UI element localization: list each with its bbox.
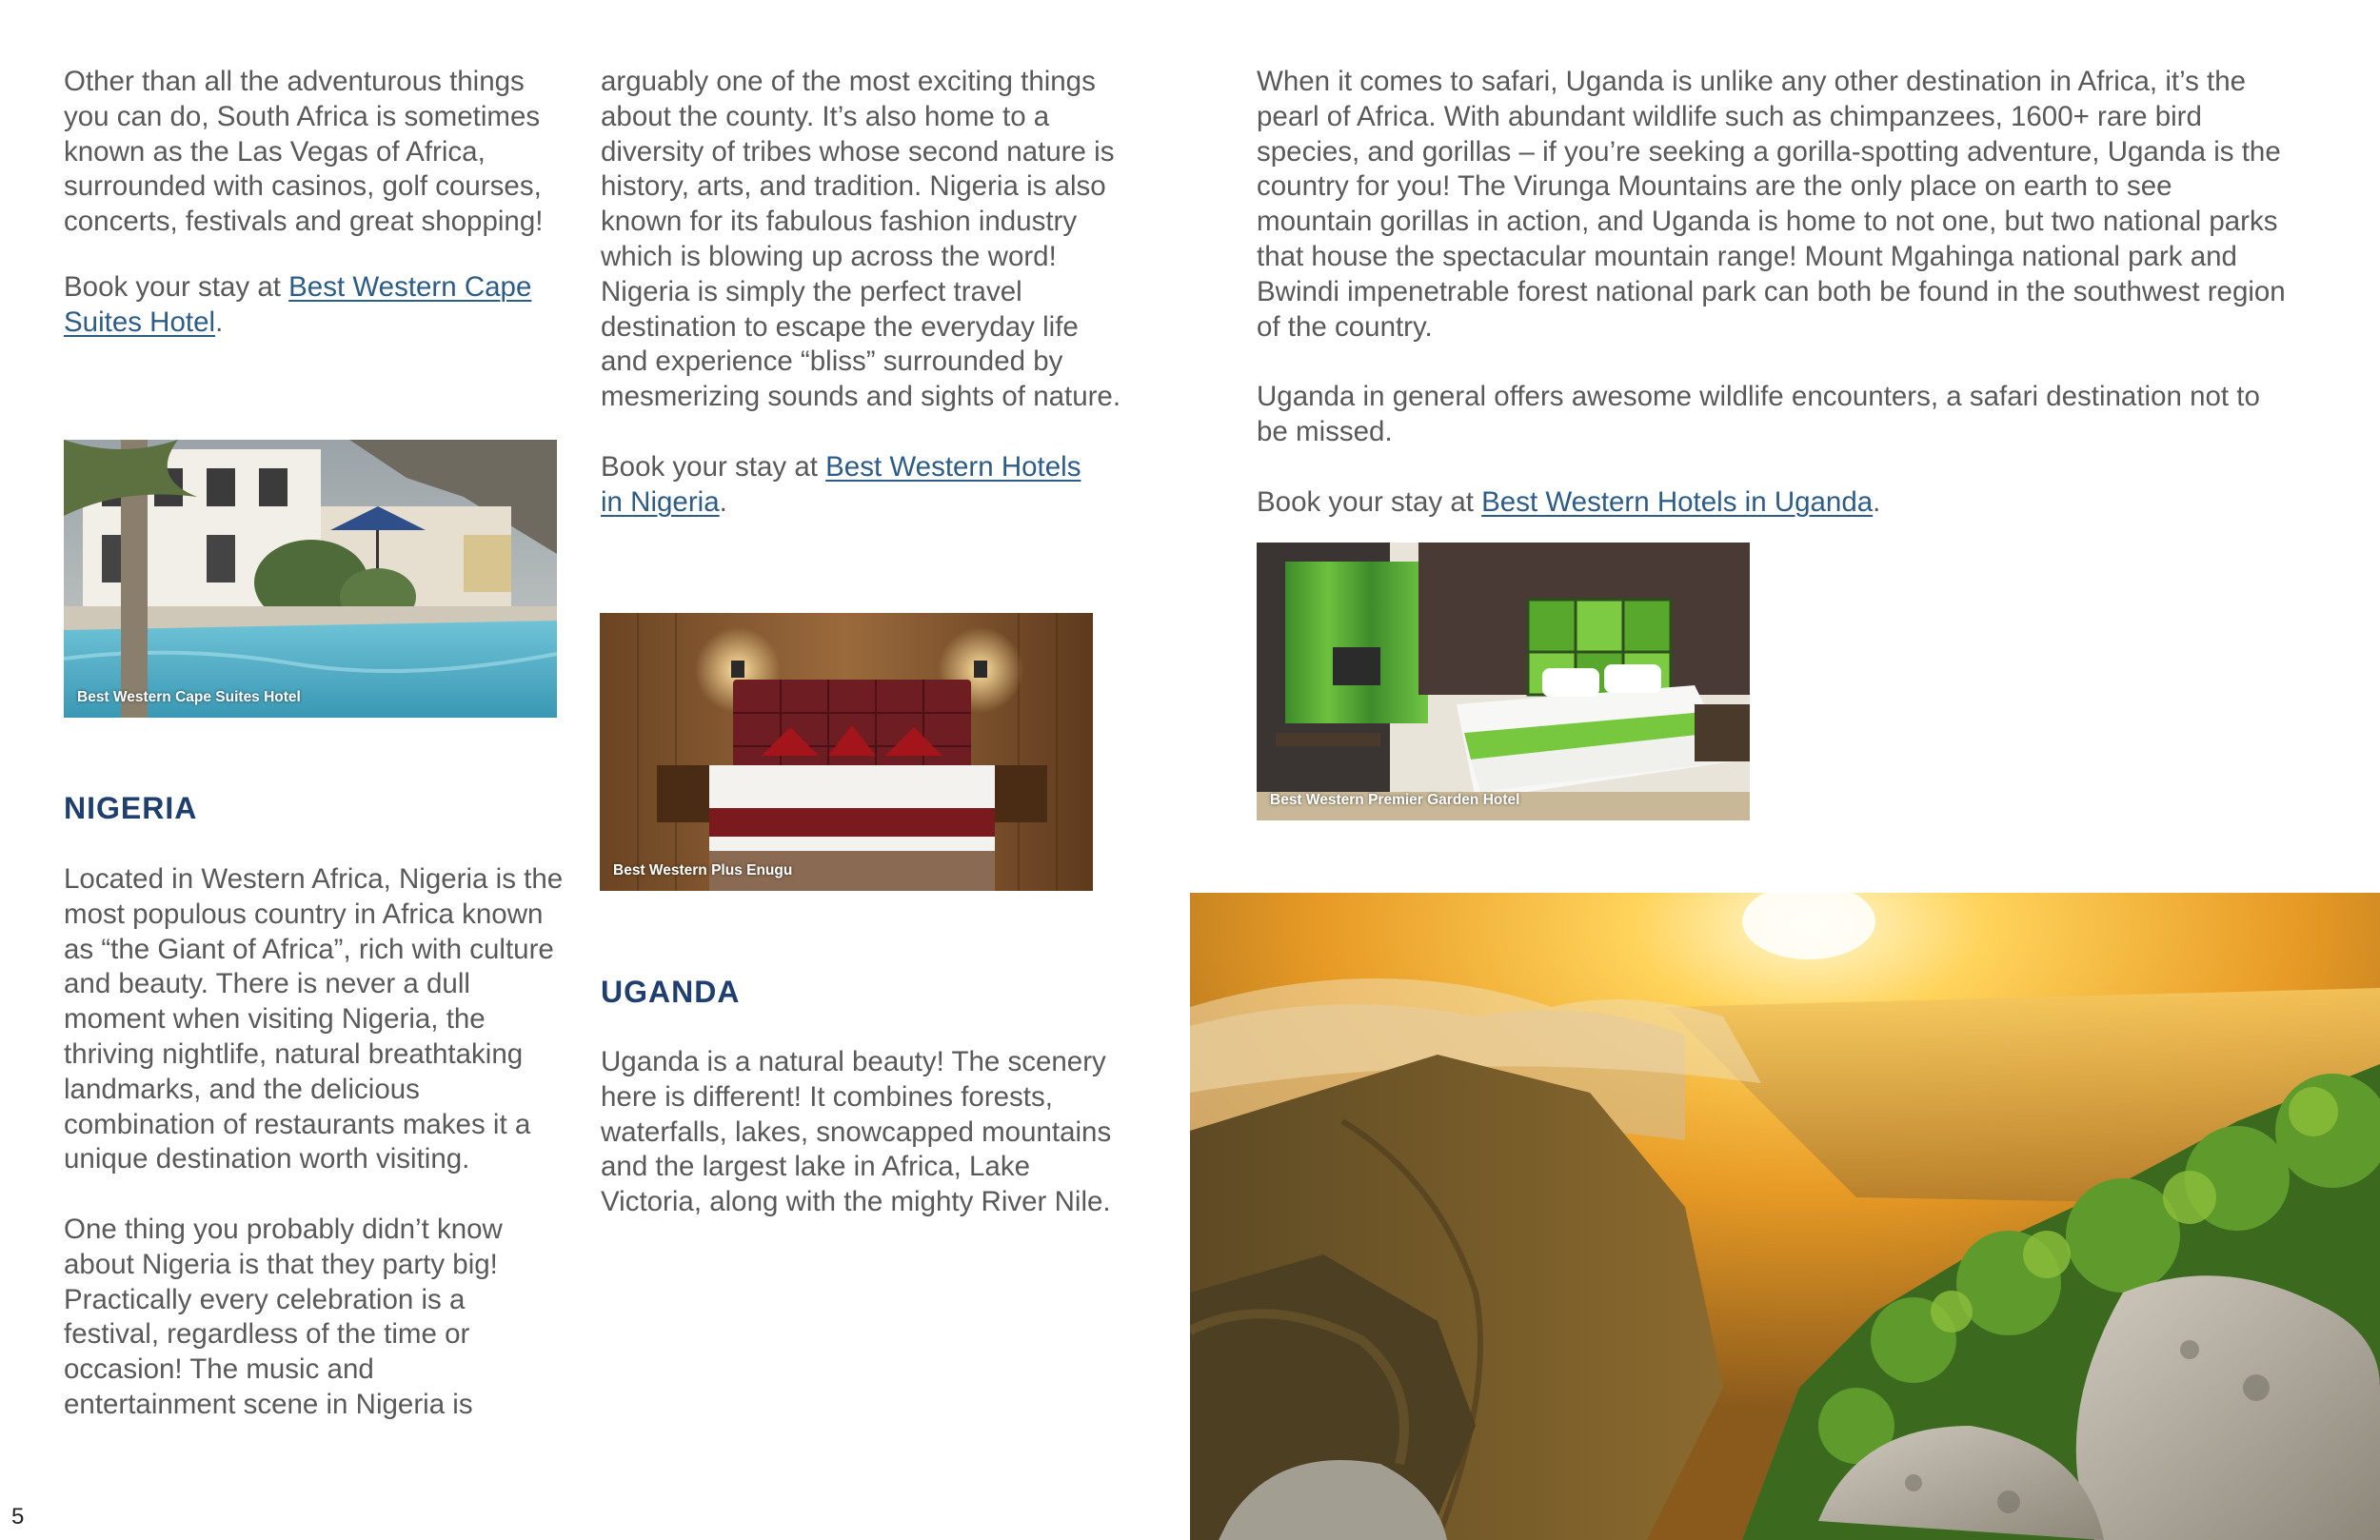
south-africa-paragraph: Other than all the adventurous things you can do, South Africa is sometimes known as the Las Vegas of Africa, surrounded with casinos, golf courses, concerts, festivals and great shopping! xyxy=(64,66,544,238)
uganda-intro-paragraph: Uganda is a natural beauty! The scenery here is different! It combines forests, waterfalls, lakes, snowcapped mountains and the largest lake in Africa, Lake Victoria, along with the mighty River Nile. xyxy=(601,1046,1112,1218)
nigeria-continued-paragraph: arguably one of the most exciting things about the county. It’s also home to a diversity of tribes whose second nature is history, arts, and tradition. Nigeria is also known for its fabulous fashion industry which is blowing up across the word! Nigeria is simply the perfect travel destination to escape the everyday life and experience “bliss” surrounded by mesmerizing sounds and sights of nature. xyxy=(601,66,1121,413)
page-number: 5 xyxy=(11,1504,25,1530)
cape-suites-link[interactable]: Best Western Cape Suites Hotel xyxy=(64,270,532,338)
plus-enugu-caption: Best Western Plus Enugu xyxy=(613,862,793,879)
mountain-sunset-photo xyxy=(1190,893,2380,1540)
book-stay-nigeria: Book your stay at Best Western Hotels in Nigeria. xyxy=(601,450,1081,518)
premier-garden-caption: Best Western Premier Garden Hotel xyxy=(1270,792,1520,808)
uganda-wildlife-paragraph: Uganda in general offers awesome wildlife encounters, a safari destination not to be missed. xyxy=(1257,381,2260,447)
nigeria-hotels-link[interactable]: Best Western Hotels in Nigeria xyxy=(601,450,1081,518)
nigeria-party-paragraph: One thing you probably didn’t know about Nigeria is that they party big! Practically every celebration is a festival, regardless of the time or occasion! The music and entertainment scene in Nigeria is xyxy=(64,1213,503,1420)
cape-suites-hotel-photo xyxy=(64,440,557,718)
column-3 xyxy=(1257,65,2294,520)
nigeria-intro-paragraph: Located in Western Africa, Nigeria is the most populous country in Africa known as “the Giant of Africa”, rich with culture and beauty. There is never a dull moment when visiting Nigeria, the thriving nightlife, natural breathtaking landmarks, and the delicious combination of restaurants makes it a unique destination worth visiting. xyxy=(64,863,564,1175)
plus-enugu-hotel-photo xyxy=(600,613,1093,891)
uganda-heading: UGANDA xyxy=(601,975,741,1009)
uganda-safari-paragraph: When it comes to safari, Uganda is unlike any other destination in Africa, it’s the pearl of Africa. With abundant wildlife such as chimpanzees, 1600+ rare bird species, and gorillas – if you’re seeking a gorilla-spotting adventure, Uganda is the country for you! The Virunga Mountains are the only place on earth to see mountain gorillas in action, and Uganda is home to not one, but two national parks that house the spectacular mountain range! Mount Mgahinga national park and Bwindi impenetrable forest national park can both be found in the southwest region of the country. xyxy=(1257,66,2286,343)
column-2-uganda xyxy=(601,1045,1115,1220)
book-stay-uganda: Book your stay at Best Western Hotels in Uganda. xyxy=(1257,485,1881,518)
column-1 xyxy=(64,65,566,341)
premier-garden-hotel-photo xyxy=(1257,543,1750,820)
book-stay-cape: Book your stay at Best Western Cape Suites Hotel. xyxy=(64,270,532,338)
column-2 xyxy=(601,65,1122,520)
column-1-nigeria xyxy=(64,862,578,1423)
cape-suites-caption: Best Western Cape Suites Hotel xyxy=(77,689,301,705)
uganda-hotels-link[interactable]: Best Western Hotels in Uganda xyxy=(1481,485,1874,518)
nigeria-heading: NIGERIA xyxy=(64,791,198,825)
